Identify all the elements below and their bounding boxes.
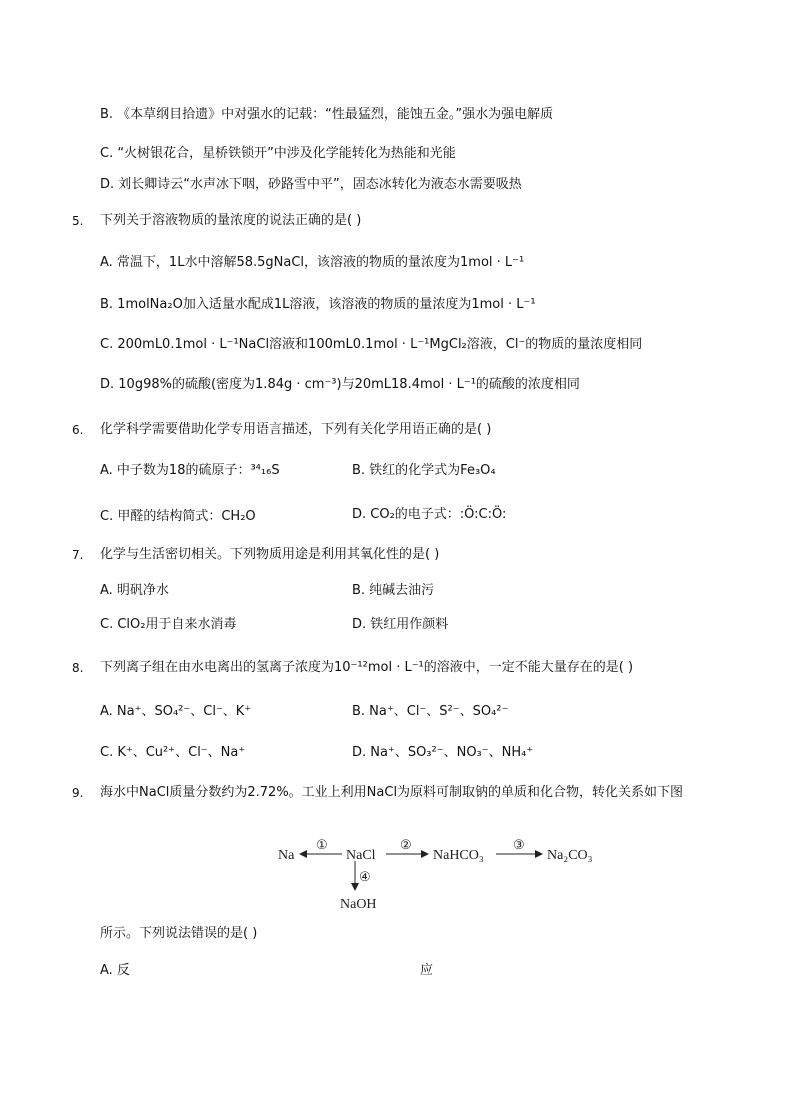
q9-number: 9. xyxy=(72,786,84,800)
q7-option-d: D. 铁红用作颜料 xyxy=(352,617,449,632)
q8-number: 8. xyxy=(72,661,84,675)
step-2-label: ② xyxy=(400,837,412,852)
step-4-label: ④ xyxy=(359,869,371,884)
q7-option-a: A. 明矾净水 xyxy=(100,583,169,598)
q4-option-b: B. 《本草纲目拾遗》中对强水的记载：“性最猛烈，能蚀五金。”强水为强电解质 xyxy=(100,107,554,122)
q7-number: 7. xyxy=(72,548,84,562)
q5-stem: 下列关于溶液物质的量浓度的说法正确的是( ) xyxy=(100,213,362,228)
q5-option-a: A. 常温下，1L水中溶解58.5gNaCl，该溶液的物质的量浓度为1mol · L⁻¹ xyxy=(100,255,525,270)
q8-option-b: B. Na⁺、Cl⁻、S²⁻、SO₄²⁻ xyxy=(352,704,509,719)
q5-option-b: B. 1molNa₂O加入适量水配成1L溶液，该溶液的物质的量浓度为1mol · L⁻¹ xyxy=(100,297,536,312)
sodium-conversion-diagram xyxy=(270,834,610,918)
q4-option-d: D. 刘长卿诗云“水声冰下咽，砂路雪中平”，固态冰转化为液态水需要吸热 xyxy=(100,177,522,192)
q8-stem: 下列离子组在由水电离出的氢离子浓度为10⁻¹²mol · L⁻¹的溶液中，一定不能大量存在的是( ) xyxy=(100,660,634,675)
q9-stem-continued: 所示。下列说法错误的是( ) xyxy=(100,926,258,941)
node-nacl: NaCl xyxy=(346,848,376,863)
node-na2co3: Na₂CO₃ xyxy=(547,848,593,863)
q9-option-a: A. 反 xyxy=(100,963,130,978)
q7-stem: 化学与生活密切相关。下列物质用途是利用其氧化性的是( ) xyxy=(100,547,440,562)
q7-option-b: B. 纯碱去油污 xyxy=(352,583,435,598)
q9-option-a-tail: 应 xyxy=(420,963,434,978)
q7-option-c: C. ClO₂用于自来水消毒 xyxy=(100,617,237,632)
q6-stem: 化学科学需要借助化学专用语言描述，下列有关化学用语正确的是( ) xyxy=(100,422,492,437)
q5-number: 5. xyxy=(72,214,84,228)
q6-option-c: C. 甲醛的结构简式：CH₂O xyxy=(100,509,256,524)
step-3-label: ③ xyxy=(513,837,525,852)
q8-option-c: C. K⁺、Cu²⁺、Cl⁻、Na⁺ xyxy=(100,745,246,760)
q8-option-d: D. Na⁺、SO₃²⁻、NO₃⁻、NH₄⁺ xyxy=(352,745,534,760)
q6-number: 6. xyxy=(72,423,84,437)
node-naoh: NaOH xyxy=(340,897,377,912)
q6-option-d: D. CO₂的电子式：:Ö:C:Ö: xyxy=(352,507,507,522)
q6-option-b: B. 铁红的化学式为Fe₃O₄ xyxy=(352,463,496,478)
q9-stem: 海水中NaCl质量分数约为2.72%。工业上利用NaCl为原料可制取钠的单质和化合物，转化关系如下图 xyxy=(100,785,684,800)
q4-option-c: C. “火树银花合，星桥铁锁开”中涉及化学能转化为热能和光能 xyxy=(100,146,456,161)
q6-option-a: A. 中子数为18的硫原子：³⁴₁₆S xyxy=(100,463,280,478)
step-1-label: ① xyxy=(316,837,328,852)
q8-option-a: A. Na⁺、SO₄²⁻、Cl⁻、K⁺ xyxy=(100,704,252,719)
q5-option-c: C. 200mL0.1mol · L⁻¹NaCl溶液和100mL0.1mol · L⁻¹MgCl₂溶液，Cl⁻的物质的量浓度相同 xyxy=(100,337,643,352)
q5-option-d: D. 10g98%的硫酸(密度为1.84g · cm⁻³)与20mL18.4mol · L⁻¹的硫酸的浓度相同 xyxy=(100,377,580,392)
node-na: Na xyxy=(278,848,295,863)
node-nahco3: NaHCO₃ xyxy=(433,848,484,863)
